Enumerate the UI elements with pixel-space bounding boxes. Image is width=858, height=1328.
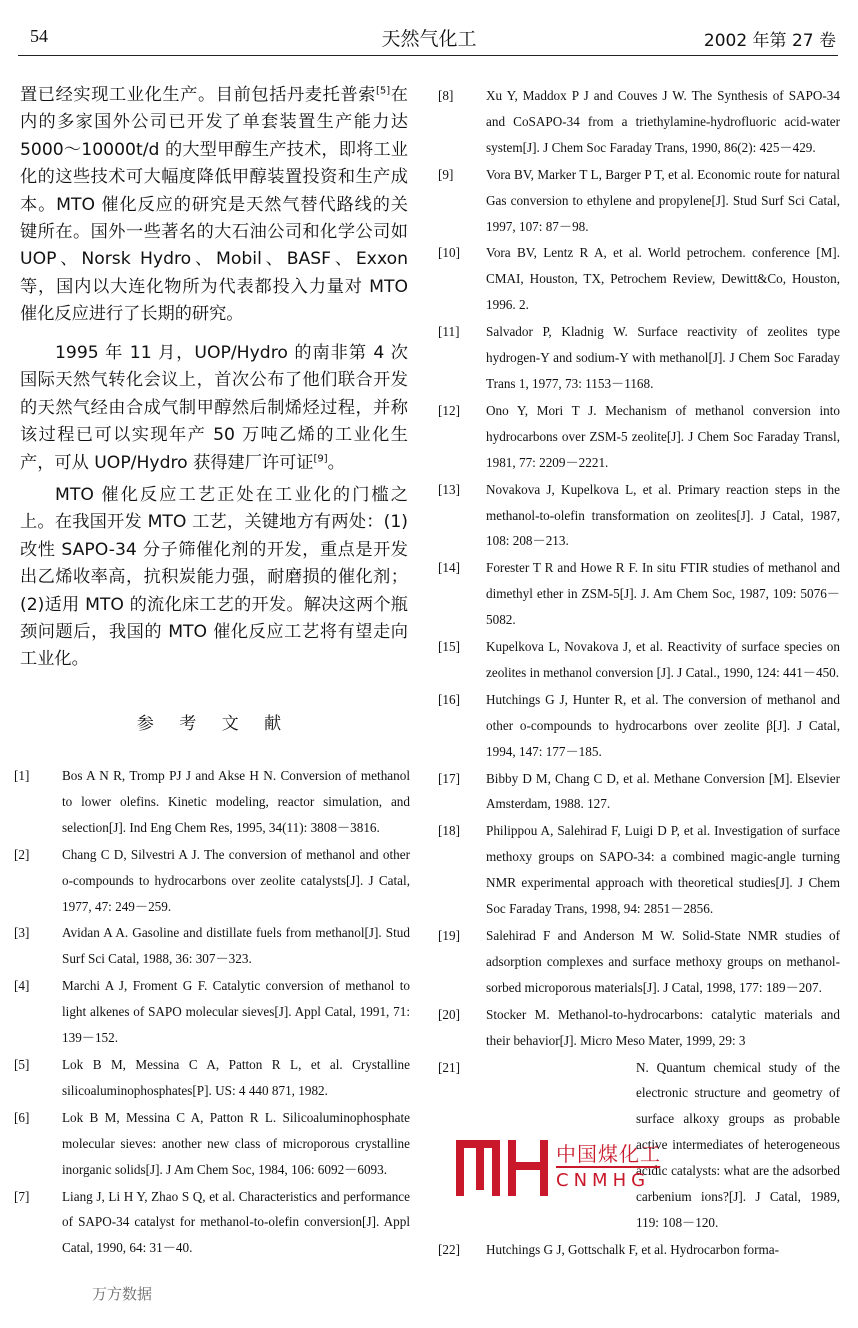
reference-number: [15] — [438, 639, 460, 655]
reference-number: [8] — [438, 88, 454, 103]
reference-text: Vora BV, Marker T L, Barger P T, et al. Economic route for natural Gas conversion to ethylene and propylene[J]. Stud Surf Sci Catal, 1997, 107: 87－98. — [486, 166, 840, 234]
reference-text: Stocker M. Methanol-to-hydrocarbons: catalytic materials and their behavior[J]. Micro Meso Mater, 1999, 29: 3 — [486, 1006, 840, 1048]
reference-text: Vora BV, Lentz R A, et al. World petrochem. conference [M]. CMAI, Houston, TX, Petrochem Review, Dewitt&Co, Houston, 1996. 2. — [486, 245, 840, 313]
reference-number: [22] — [438, 1241, 460, 1257]
p1-text-a: 置已经实现工业化生产。目前包括丹麦托普索 — [20, 85, 376, 105]
body-paragraph-2 — [20, 340, 408, 477]
reference-text: Marchi A J, Froment G F. Catalytic conversion of methanol to light alkenes of SAPO molecular sieves[J]. Appl Catal, 1991, 71: 139－152. — [62, 978, 410, 1046]
reference-number: [3] — [14, 925, 30, 941]
reference-item — [438, 634, 840, 686]
cnmhg-logo — [452, 1136, 692, 1202]
logo-mark-icon — [452, 1136, 556, 1202]
p2-text-b: 。 — [327, 452, 345, 473]
p1-text-b: 在内的多家国外公司已开发了单套装置生产能力达 5000～10000t/d 的大型甲醇生产技术，即将工业化的这些技术可大幅度降低甲醇装置投资和生产成本。MTO 催化反应的研究是天然气替代路线的关键所在。国外一些著名的大石油公司和化学公司如 UOP、Norsk Hydro、Mobil、BASF、Exxon 等，国内以大连化物所为代表都投入力量对 MTO 催化反应进行了长期的研究。 — [20, 85, 408, 325]
reference-text: Ono Y, Mori T J. Mechanism of methanol conversion into hydrocarbons over ZSM-5 zeolite[J]. J Chem Soc Faraday Transl, 1981, 77: 2209－2221. — [486, 402, 840, 470]
reference-number: [1] — [14, 768, 30, 783]
reference-item — [14, 1105, 410, 1183]
reference-item — [14, 1052, 410, 1104]
reference-number: [10] — [438, 245, 460, 261]
reference-text: Bos A N R, Tromp PJ J and Akse H N. Conversion of methanol to lower olefins. Kinetic modeling, reactor simulation, and selection[J]. Ind Eng Chem Res, 1995, 34(11): 3808－3816. — [62, 768, 410, 835]
references-right-column — [438, 83, 840, 1264]
reference-number: [7] — [14, 1188, 30, 1204]
volume-label: 2002 年第 27 卷 — [703, 31, 836, 51]
logo-rule — [556, 1166, 660, 1168]
page-number: 54 — [30, 26, 48, 46]
reference-number: [13] — [438, 481, 460, 497]
reference-item — [14, 973, 410, 1051]
reference-item — [14, 763, 410, 841]
reference-text: Salvador P, Kladnig W. Surface reactivity of zeolites type hydrogen-Y and sodium-Y with methanol[J]. J Chem Soc Faraday Trans 1, 1977, 73: 1153－1168. — [486, 324, 840, 391]
reference-number: [17] — [438, 770, 460, 786]
logo-name-cn: 中国煤化工 — [556, 1142, 661, 1166]
reference-text: Philippou A, Salehirad F, Luigi D P, et al. Investigation of surface methoxy groups on SAPO-34: a combined magic-angle turning NMR experimental approach with theoretical studies[J]. J Chem Soc Faraday Trans, 1998, 94: 2851－2856. — [486, 823, 840, 917]
p3-text: MTO 催化反应工艺正处在工业化的门槛之上。在我国开发 MTO 工艺，关键地方有两处：(1)改性 SAPO-34 分子筛催化剂的开发，重点是开发出乙烯收率高，抗积炭能力强，耐磨损的催化剂；(2)适用 MTO 的流化床工艺的开发。解决这两个瓶颈问题后，我国的 MTO 催化反应工艺将有望走向工业化。 — [20, 485, 408, 670]
reference-number: [2] — [14, 846, 30, 862]
references-left-column — [14, 763, 410, 1262]
citation-5: [5] — [376, 85, 391, 97]
reference-number: [6] — [14, 1109, 30, 1125]
reference-item — [14, 1184, 410, 1262]
reference-item — [438, 398, 840, 476]
reference-text: Salehirad F and Anderson M W. Solid-State NMR studies of adsorption complexes and surface methoxy groups on methanol-sorbed microporous materials[J]. J Catal, 1998, 177: 189－207. — [486, 928, 840, 995]
reference-item — [438, 240, 840, 318]
reference-item — [438, 818, 840, 922]
reference-text: Xu Y, Maddox P J and Couves J W. The Synthesis of SAPO-34 and CoSAPO-34 from a triethylamine-hydrofluoric acid-water system[J]. J Chem Soc Faraday Trans, 1990, 86(2): 425－429. — [486, 88, 840, 155]
reference-item — [14, 842, 410, 920]
reference-number: [11] — [438, 324, 460, 340]
reference-number: [20] — [438, 1006, 460, 1022]
reference-text: Novakova J, Kupelkova L, et al. Primary reaction steps in the methanol-to-olefin transformation on zeolites[J]. J Catal, 1987, 108: 208－213. — [486, 481, 840, 549]
reference-text: Bibby D M, Chang C D, et al. Methane Conversion [M]. Elsevier Amsterdam, 1988. 127. — [486, 770, 840, 812]
reference-number: [5] — [14, 1056, 30, 1072]
reference-text: Chang C D, Silvestri A J. The conversion of methanol and other o-compounds to hydrocarbons over zeolite catalysts[J]. J Catal, 1977, 47: 249－259. — [62, 846, 410, 914]
reference-text: Kupelkova L, Novakova J, et al. Reactivity of surface species on zeolites in methanol conversion [J]. J Catal., 1990, 124: 441－450. — [486, 639, 840, 680]
p2-text-a: 1995 年 11 月，UOP/Hydro 的南非第 4 次国际天然气转化会议上，首次公布了他们联合开发的天然气经由合成气制甲醇然后制烯烃过程，并称该过程已可以实现年产 50 万吨乙烯的工业化生产，可从 UOP/Hydro 获得建厂许可证 — [20, 343, 408, 473]
reference-number: [19] — [438, 928, 460, 943]
reference-item — [438, 162, 840, 240]
reference-item — [438, 319, 840, 397]
reference-item — [14, 920, 410, 972]
reference-item — [438, 687, 840, 765]
journal-title: 天然气化工 — [381, 28, 477, 50]
reference-item — [438, 1002, 840, 1054]
references-heading: 参 考 文 献 — [136, 714, 292, 734]
citation-9: [9] — [313, 452, 328, 464]
header-rule — [18, 55, 838, 56]
reference-item — [438, 766, 840, 818]
reference-text: Hutchings G J, Gottschalk F, et al. Hydrocarbon forma- — [486, 1241, 780, 1257]
reference-text: Liang J, Li H Y, Zhao S Q, et al. Characteristics and performance of SAPO-34 catalyst for methanol-to-olefin conversion[J]. Appl Catal, 1990, 64: 31－40. — [62, 1188, 410, 1256]
body-paragraph-3 — [20, 482, 408, 674]
reference-text: N. Quantum chemical study of the electronic structure and geometry of surface alkoxy groups as probable active intermediates of heterogeneous acidic catalysts: what are the adsorbed carbenium ions?[J]. J Catal, 1989, 119: 108－120. — [636, 1059, 840, 1230]
reference-number: [14] — [438, 560, 460, 576]
reference-number: [21] — [438, 1059, 460, 1075]
reference-item — [438, 923, 840, 1001]
reference-number: [12] — [438, 402, 460, 418]
reference-item — [438, 555, 840, 633]
reference-item — [438, 1237, 840, 1263]
logo-name-en: CNMHG — [556, 1170, 651, 1191]
reference-text: Lok B M, Messina C A, Patton R L. Silicoaluminophosphate molecular sieves: another new class of microporous crystalline inorganic solids[J]. J Am Chem Soc, 1984, 106: 6092－6093. — [62, 1109, 410, 1177]
reference-number: [4] — [14, 978, 30, 994]
reference-text: Avidan A A. Gasoline and distillate fuels from methanol[J]. Stud Surf Sci Catal, 1988, 36: 307－323. — [62, 925, 410, 967]
wanfang-watermark: 万方数据 — [92, 1285, 153, 1303]
body-paragraph-1 — [20, 82, 408, 329]
reference-item — [438, 83, 840, 161]
reference-item — [438, 477, 840, 555]
reference-number: [18] — [438, 823, 460, 839]
reference-text: Hutchings G J, Hunter R, et al. The conversion of methanol and other o-compounds to hydrocarbons over zeolite β[J]. J Catal, 1994, 147: 177－185. — [486, 691, 840, 759]
reference-number: [9] — [438, 166, 454, 182]
reference-number: [16] — [438, 691, 460, 707]
page-header — [0, 0, 858, 56]
reference-text: Lok B M, Messina C A, Patton R L, et al. Crystalline silicoaluminophosphates[P]. US: 4 440 871, 1982. — [62, 1056, 410, 1098]
reference-text: Forester T R and Howe R F. In situ FTIR studies of methanol and dimethyl ether in ZSM-5[J]. J. Am Chem Soc, 1987, 109: 5076－5082. — [486, 560, 840, 628]
